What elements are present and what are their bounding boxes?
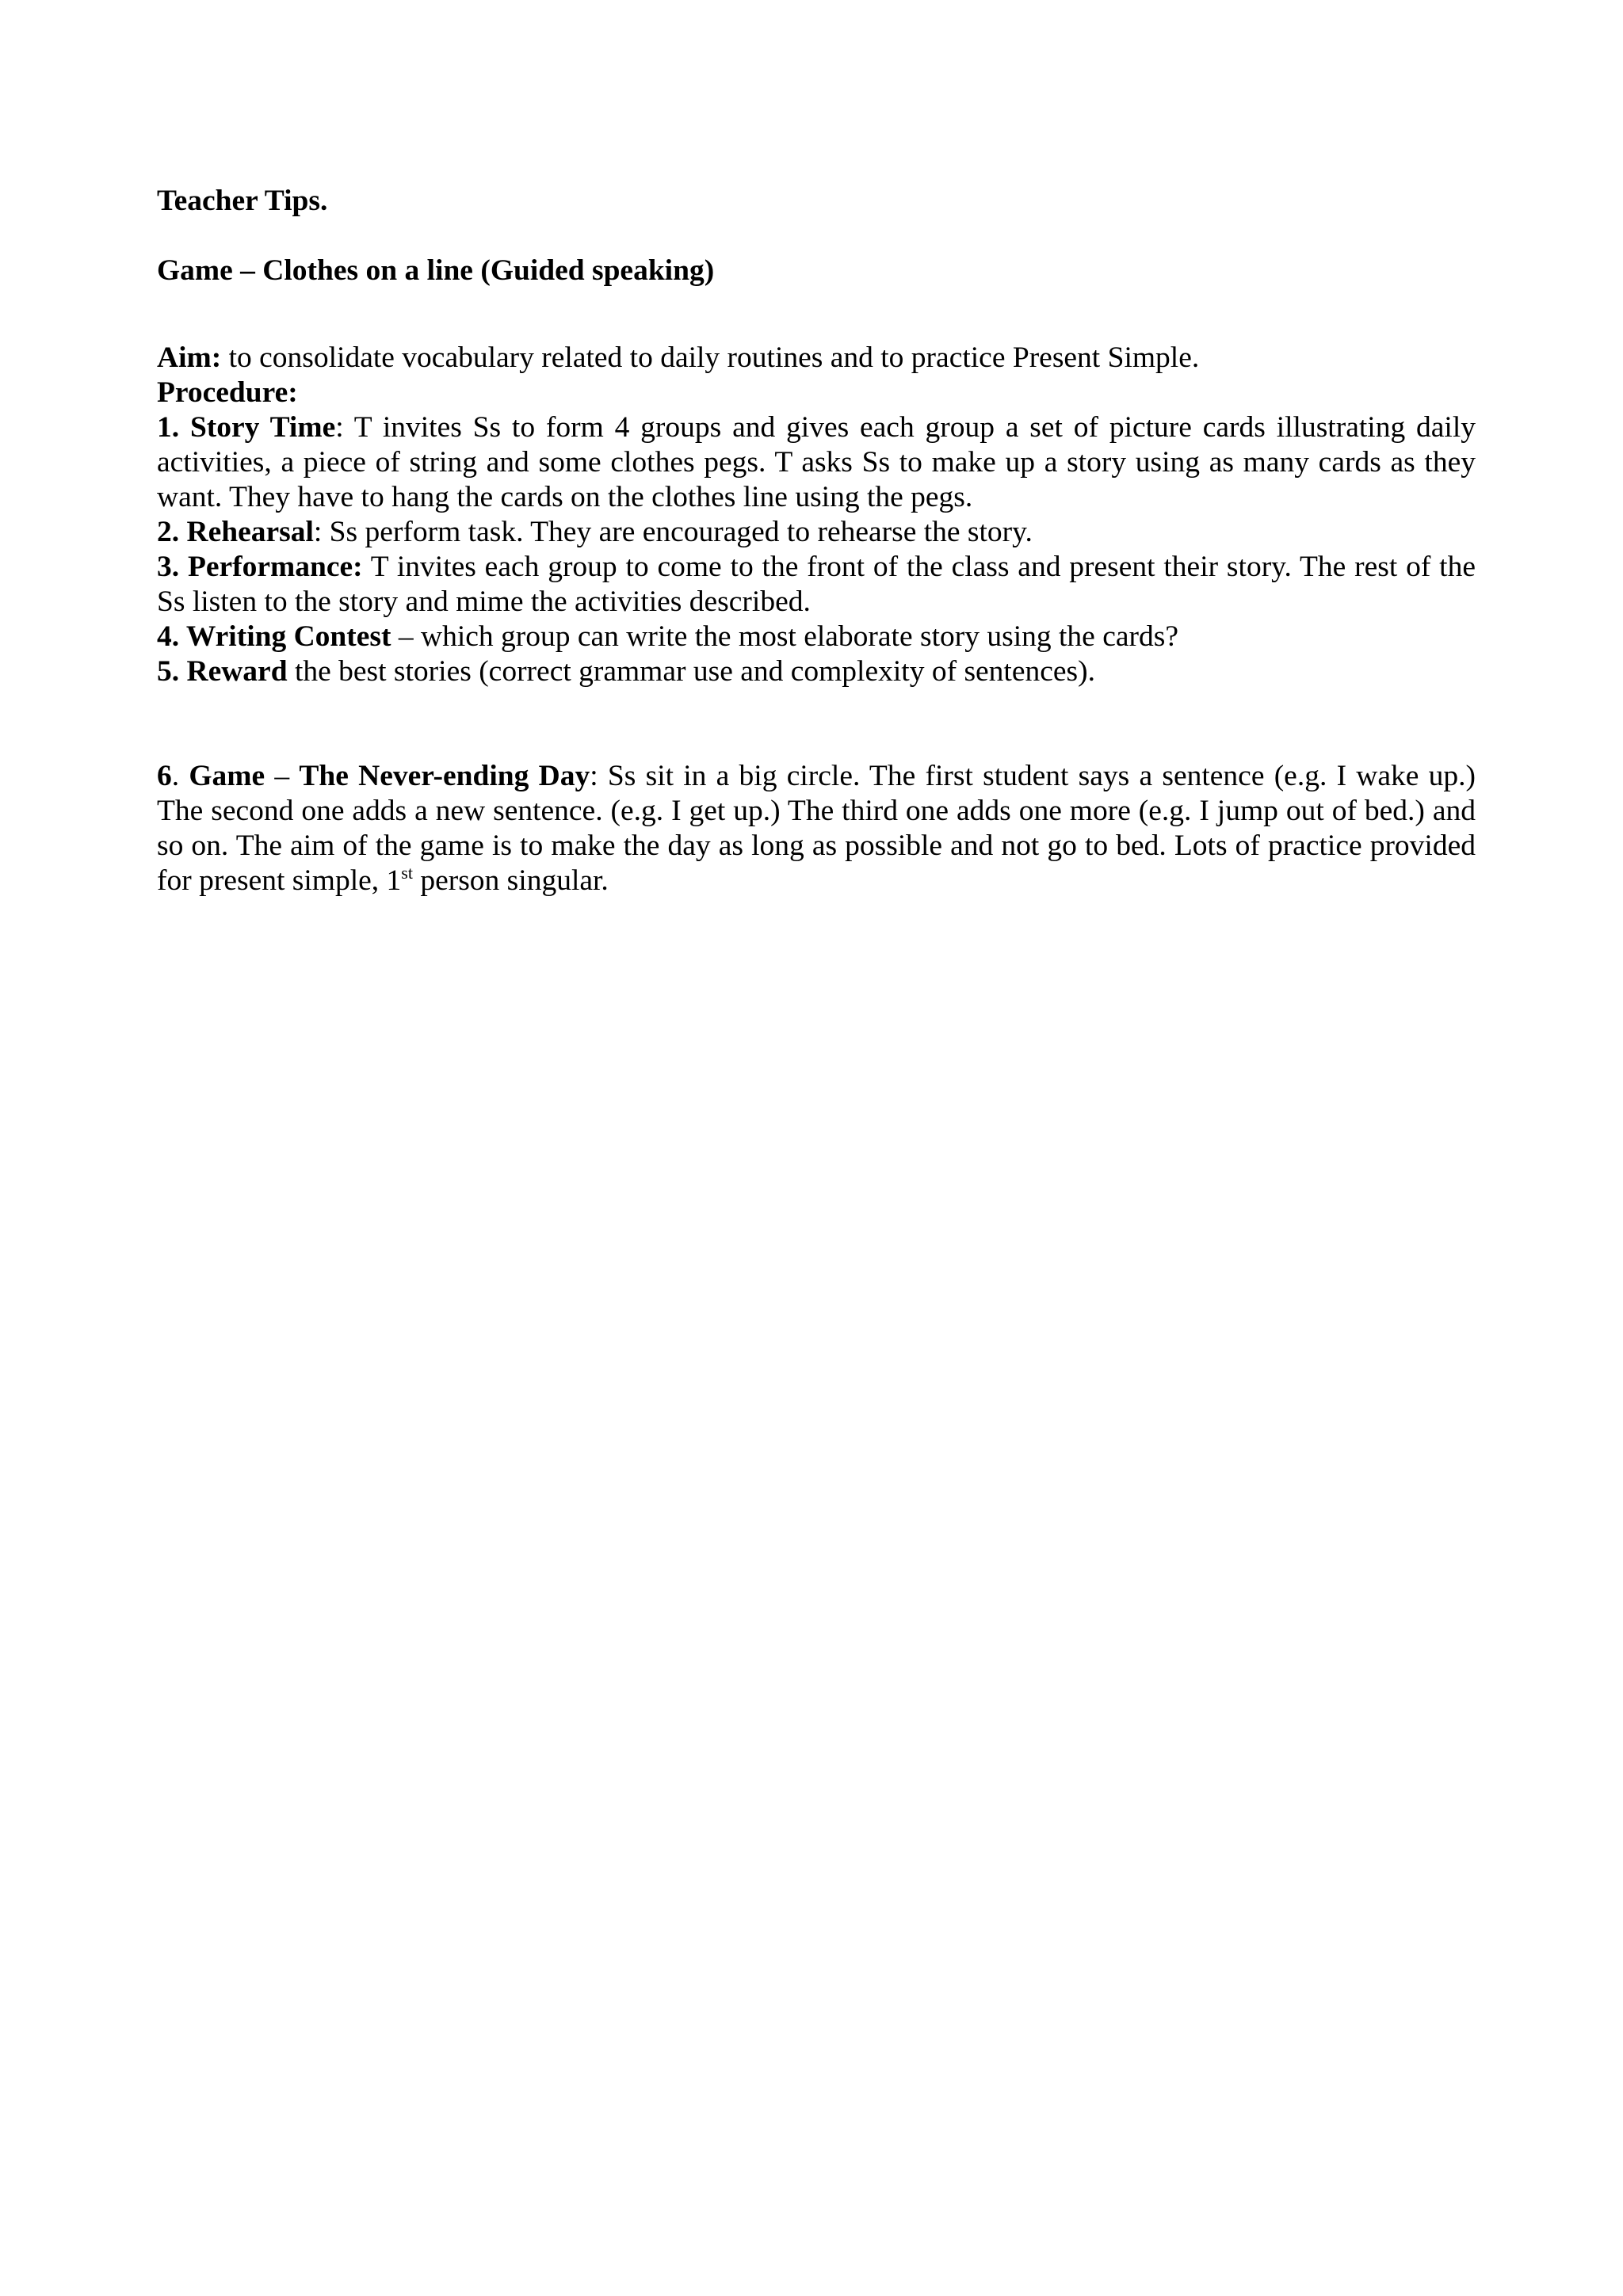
aim-paragraph	[157, 341, 1476, 376]
procedure-step-story-time	[157, 410, 1476, 515]
step-label: 1. Story Time	[157, 411, 336, 444]
procedure-step-rehearsal	[157, 515, 1476, 550]
step-label: 5. Reward	[157, 655, 288, 688]
procedure-step-performance	[157, 550, 1476, 620]
step-label: 2. Rehearsal	[157, 516, 314, 548]
procedure-step-writing-contest	[157, 620, 1476, 654]
game6-name-label: The Never-ending Day	[299, 760, 590, 792]
game6-text: : Ss sit in a big circle. The first student says a sentence (e.g. I wake up.) The second one adds a new sentence. (e.g. I get up.) The third one adds one more (e.g. I jump out of bed.) and so on. The aim of the game is to make the day as long as possible and not go to bed. Lots of practice provided for present simple, 1	[157, 760, 1476, 897]
game6-dash: –	[265, 760, 300, 792]
document-page	[157, 184, 1476, 898]
step-text: the best stories (correct grammar use and complexity of sentences).	[287, 655, 1095, 688]
game6-game-label: Game	[189, 760, 265, 792]
game6-superscript: st	[401, 863, 413, 883]
procedure-step-reward	[157, 654, 1476, 689]
step-text: : T invites Ss to form 4 groups and gives each group a set of picture cards illustrating daily activities, a piece of string and some clothes pegs. T asks Ss to make up a story using as many cards as they want. They have to hang the cards on the clothes line using the pegs.	[157, 411, 1476, 513]
step-label: 4. Writing Contest	[157, 620, 391, 653]
game6-separator: .	[171, 760, 189, 792]
document-title: Teacher Tips.	[157, 185, 328, 217]
game6-number: 6	[157, 760, 172, 792]
game-title: Game – Clothes on a line (Guided speaking)	[157, 254, 715, 287]
aim-label: Aim:	[157, 341, 222, 374]
aim-text: to consolidate vocabulary related to daily routines and to practice Present Simple.	[221, 341, 1200, 374]
step-text: : Ss perform task. They are encouraged to rehearse the story.	[313, 516, 1033, 548]
procedure-heading: Procedure:	[157, 376, 298, 409]
step-text: T invites each group to come to the front of the class and present their story. The rest of the Ss listen to the story and mime the activities described.	[157, 551, 1476, 618]
game-never-ending-day-paragraph	[157, 759, 1476, 898]
step-label: 3. Performance:	[157, 551, 363, 583]
game6-tail: person singular.	[412, 864, 609, 897]
step-text: – which group can write the most elaborate story using the cards?	[391, 620, 1178, 653]
